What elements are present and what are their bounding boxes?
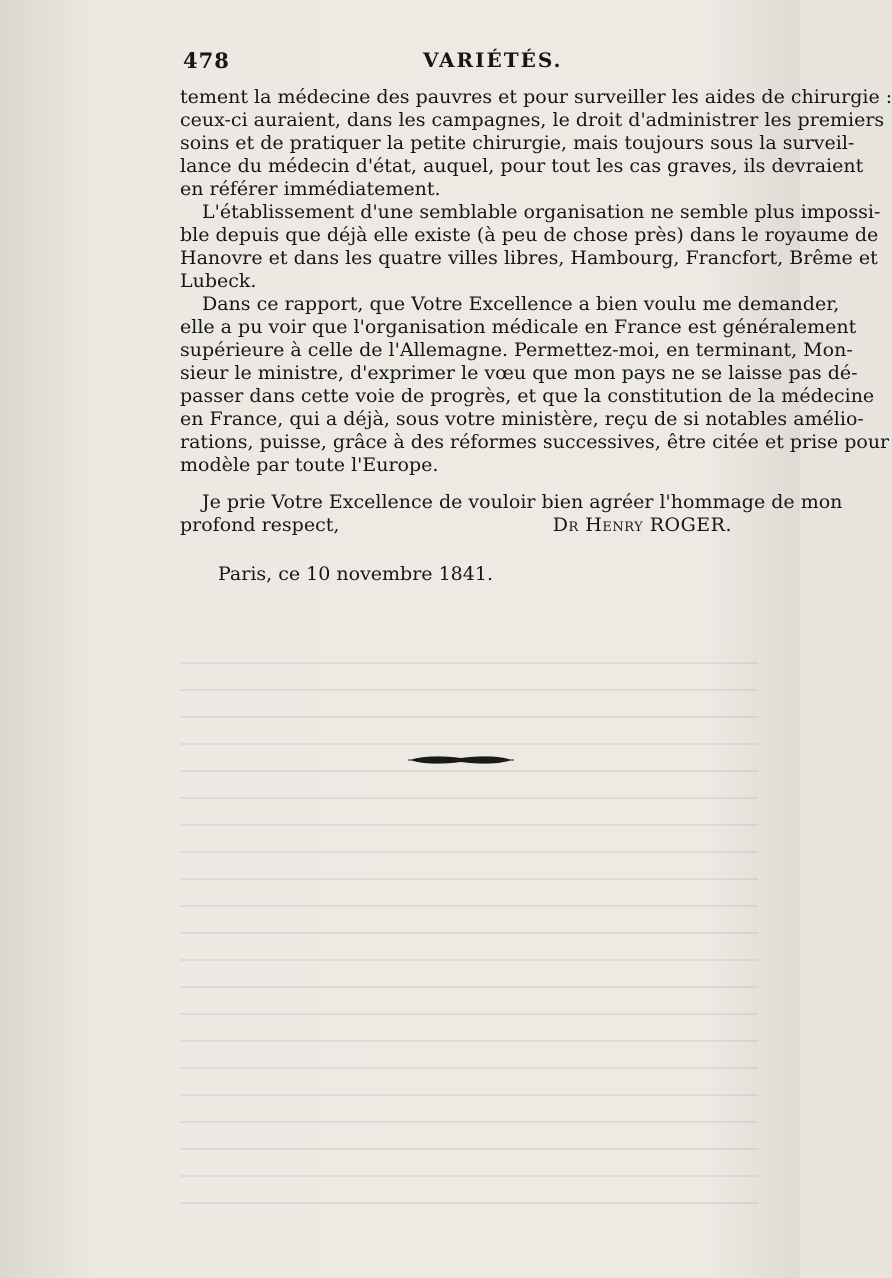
running-title: VARIÉTÉS. [423, 48, 563, 72]
text-line: elle a pu voir que l'organisation médicale en France est généralement [180, 316, 857, 338]
closing-line [180, 514, 758, 537]
date-line: Paris, ce 10 novembre 1841. [218, 563, 493, 585]
page-number: 478 [183, 48, 230, 73]
text-line: soins et de pratiquer la petite chirurgie, mais toujours sous la surveil- [180, 132, 855, 154]
ornament-divider [408, 752, 514, 768]
signature: Dr Henry ROGER. [552, 514, 732, 536]
text-line: Dans ce rapport, que Votre Excellence a bien voulu me demander, [202, 293, 840, 315]
text-line: Hanovre et dans les quatre villes libres, Hambourg, Francfort, Brême et [180, 247, 878, 269]
text-line: ble depuis que déjà elle existe (à peu de chose près) dans le royaume de [180, 224, 879, 246]
closing-text: profond respect, [180, 514, 340, 536]
text-line: sieur le ministre, d'exprimer le vœu que mon pays ne se laisse pas dé- [180, 362, 858, 384]
text-line: rations, puisse, grâce à des réformes successives, être citée et prise pour [180, 431, 890, 453]
text-line: Lubeck. [180, 270, 257, 292]
page-header [183, 48, 763, 78]
text-line: passer dans cette voie de progrès, et que la constitution de la médecine [180, 385, 875, 407]
text-line: ceux-ci auraient, dans les campagnes, le droit d'administrer les premiers [180, 109, 885, 131]
text-line: supérieure à celle de l'Allemagne. Permettez-moi, en terminant, Mon- [180, 339, 853, 361]
text-line: Je prie Votre Excellence de vouloir bien agréer l'hommage de mon [202, 491, 843, 513]
body-text [180, 86, 892, 537]
text-line: lance du médecin d'état, auquel, pour tout les cas graves, ils devraient [180, 155, 864, 177]
text-line: en France, qui a déjà, sous votre ministère, reçu de si notables amélio- [180, 408, 864, 430]
show-through-text [180, 640, 758, 1180]
text-line: tement la médecine des pauvres et pour surveiller les aides de chirurgie : [180, 86, 892, 108]
text-line: en référer immédiatement. [180, 178, 441, 200]
text-line: L'établissement d'une semblable organisation ne semble plus impossi- [202, 201, 881, 223]
text-line: modèle par toute l'Europe. [180, 454, 439, 476]
